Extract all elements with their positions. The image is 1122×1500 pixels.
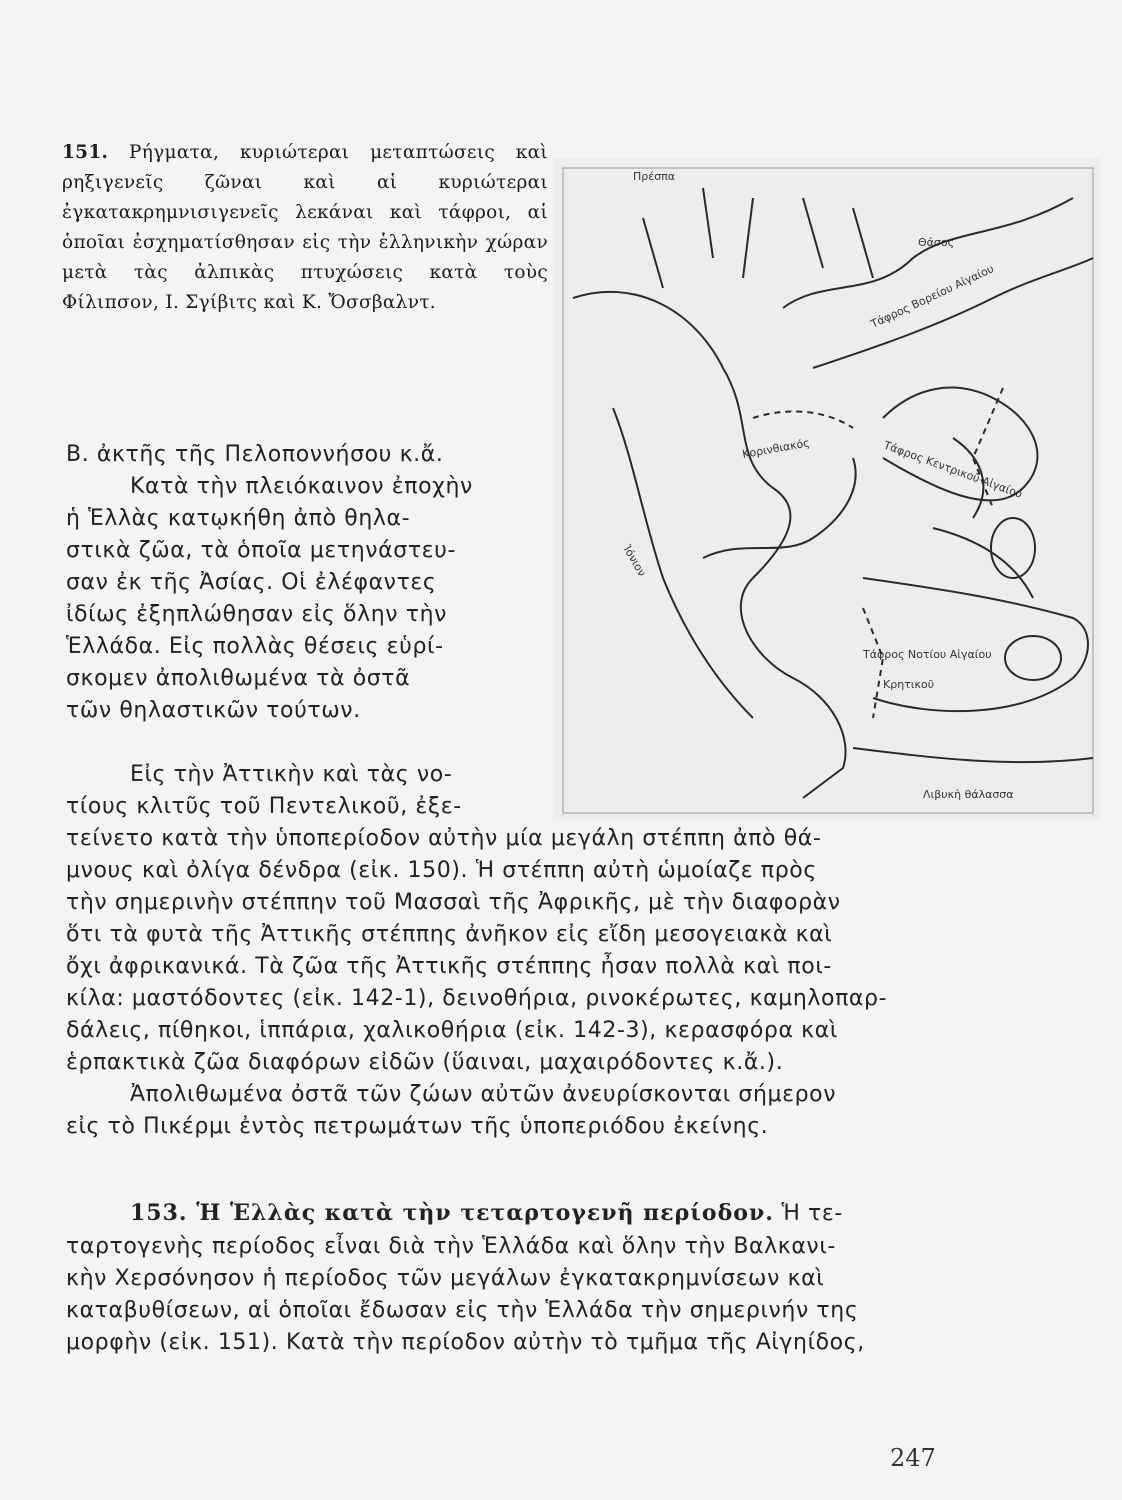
body-line: τίους κλιτῦς τοῦ Πεντελικοῦ, ἐξε- bbox=[66, 794, 462, 819]
body-line: Β. ἀκτῆς τῆς Πελοποννήσου κ.ἄ. bbox=[66, 442, 444, 467]
body-line: Κατὰ τὴν πλειόκαινον ἐποχὴν bbox=[130, 474, 473, 499]
map-label-2: Θάσος bbox=[918, 236, 955, 249]
body-line: ἑρπακτικὰ ζῶα διαφόρων εἰδῶν (ὕαιναι, μαχαιρόδοντες κ.ἄ.). bbox=[66, 1050, 784, 1075]
map-label-3: Τάφρος Βορείου Αἰγαίου bbox=[868, 262, 996, 331]
body-line: τὴν σημερινὴν στέππην τοῦ Μασσαὶ τῆς Ἀφρικῆς, μὲ τὴν διαφορὰν bbox=[66, 890, 841, 915]
map-label-5: Ἰόνιον bbox=[620, 543, 649, 579]
body-line: ἰδίως ἐξηπλώθησαν εἰς ὅλην τὴν bbox=[66, 602, 448, 627]
map-label-9: Κορινθιακός bbox=[741, 436, 811, 461]
body-line: δάλεις, πίθηκοι, ἱππάρια, χαλικοθήρια (εἰκ. 142-3), κερασφόρα καὶ bbox=[66, 1018, 838, 1043]
body-line: εἰς τὸ Πικέρμι ἐντὸς πετρωμάτων τῆς ὑποπεριόδου ἐκείνης. bbox=[66, 1114, 769, 1139]
body-line: σκομεν ἀπολιθωμένα τὰ ὀστᾶ bbox=[66, 666, 411, 691]
map-label-7: Κρητικοῦ bbox=[883, 678, 935, 691]
body-line: Ἑλλάδα. Εἰς πολλὰς θέσεις εὑρί- bbox=[66, 634, 444, 659]
body-line: κίλα: μαστόδοντες (εἰκ. 142-1), δεινοθήρια, ρινοκέρωτες, καμηλοπαρ- bbox=[66, 986, 888, 1011]
body-line: στικὰ ζῶα, τὰ ὁποῖα μετηνάστευ- bbox=[66, 538, 457, 563]
section-first-line bbox=[130, 1200, 843, 1226]
body-line: Εἰς τὴν Ἀττικὴν καὶ τὰς νο- bbox=[130, 762, 453, 787]
body-line: τῶν θηλαστικῶν τούτων. bbox=[66, 698, 361, 723]
body-line: ἡ Ἑλλὰς κατῳκήθη ἀπὸ θηλα- bbox=[66, 506, 411, 531]
section-line: μορφὴν (εἰκ. 151). Κατὰ τὴν περίοδον αὐτὴν τὸ τμῆμα τῆς Αἰγηίδος, bbox=[66, 1330, 865, 1355]
section-line: καταβυθίσεων, αἱ ὁποῖαι ἔδωσαν εἰς τὴν Ἑλλάδα τὴν σημερινήν της bbox=[66, 1298, 859, 1323]
page-number: 247 bbox=[890, 1444, 936, 1472]
map-label-6: Τάφρος Νοτίου Αἰγαίου bbox=[863, 648, 992, 661]
map-label-4: Τάφρος Κεντρικοῦ Αἰγαίου bbox=[881, 438, 1025, 501]
caption-number: 151. bbox=[62, 142, 109, 163]
map-label-8: Λιβυκὴ θάλασσα bbox=[923, 788, 1014, 801]
map-drawing bbox=[553, 158, 1100, 820]
section-line: κὴν Χερσόνησον ἡ περίοδος τῶν μεγάλων ἐγκατακρημνίσεων καὶ bbox=[66, 1266, 825, 1291]
body-line: Ἀπολιθωμένα ὀστᾶ τῶν ζώων αὐτῶν ἀνευρίσκονται σήμερον bbox=[130, 1082, 837, 1107]
body-line: σαν ἐκ τῆς Ἀσίας. Οἱ ἐλέφαντες bbox=[66, 570, 437, 595]
body-line: τείνετο κατὰ τὴν ὑποπερίοδον αὐτὴν μία μεγάλη στέππη ἀπὸ θά- bbox=[66, 826, 822, 851]
map-label-1: Πρέσπα bbox=[633, 170, 676, 183]
geological-map-figure bbox=[553, 158, 1100, 820]
body-line: ὅτι τὰ φυτὰ τῆς Ἀττικῆς στέππης ἀνῆκον εἰς εἴδη μεσογειακὰ καὶ bbox=[66, 922, 833, 947]
figure-caption bbox=[62, 138, 548, 318]
body-line: ὄχι ἀφρικανικά. Τὰ ζῶα τῆς Ἀττικῆς στέππης ἦσαν πολλὰ καὶ ποι- bbox=[66, 954, 832, 979]
section-line: ταρτογενὴς περίοδος εἶναι διὰ τὴν Ἑλλάδα καὶ ὅλην τὴν Βαλκανι- bbox=[66, 1234, 836, 1259]
caption-text: Ρήγματα, κυριώτεραι μεταπτώσεις καὶ ρηξιγενεῖς ζῶναι καὶ αἱ κυριώτεραι ἐγκατακρημνισιγενεῖς λεκάναι καὶ τάφροι, αἱ ὁποῖαι ἐσχηματίσθησαν εἰς τὴν ἑλληνικὴν χώραν μετὰ τὰς ἀλπικὰς πτυχώσεις κατὰ τοὺς Φίλιπσον, Ι. Σγίβιτς καὶ Κ. Ὄσσβαλντ. bbox=[62, 142, 548, 313]
section-first-line-rest: Ἡ τε- bbox=[781, 1201, 843, 1226]
body-line: μνους καὶ ὀλίγα δένδρα (εἰκ. 150). Ἡ στέππη αὐτὴ ὡμοίαζε πρὸς bbox=[66, 858, 817, 883]
section-heading: 153. Ἡ Ἑλλὰς κατὰ τὴν τεταρτογενῆ περίοδον. bbox=[130, 1200, 774, 1226]
